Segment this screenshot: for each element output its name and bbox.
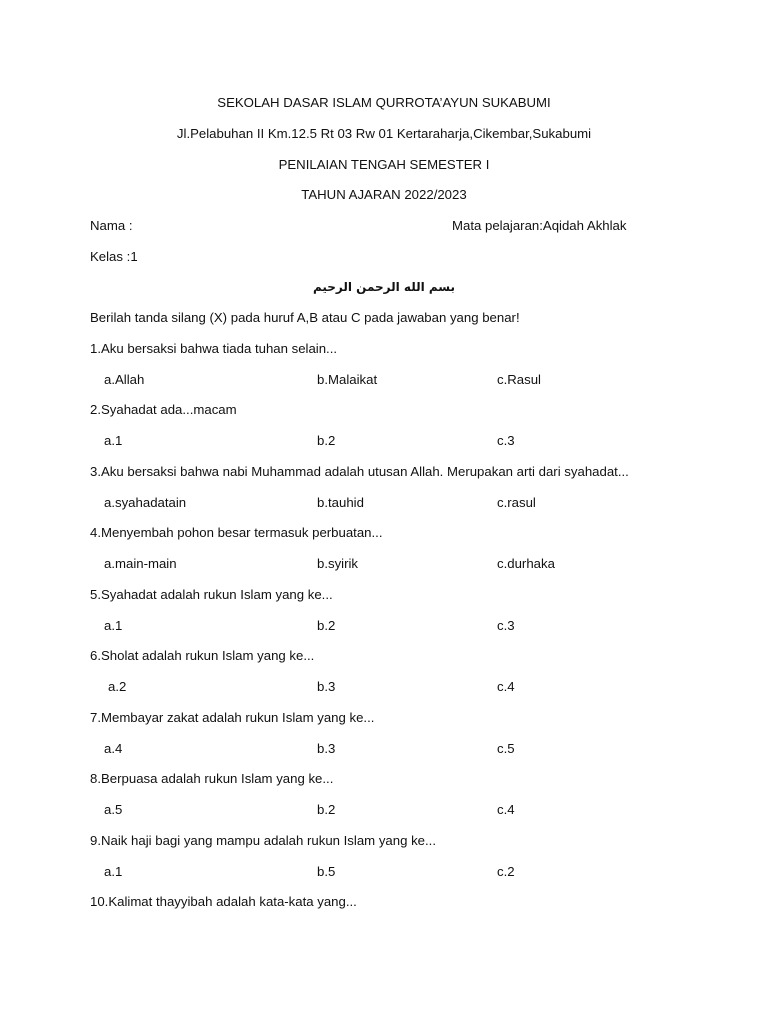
question-4: 4.Menyembah pohon besar termasuk perbuatan... [90,525,383,540]
question-10: 10.Kalimat thayyibah adalah kata-kata yang... [90,894,357,909]
q5-option-a: a.1 [104,618,123,633]
q1-option-b: b.Malaikat [317,372,378,387]
student-name-field: Nama : [90,218,133,233]
q6-option-c: c.4 [497,679,515,694]
question-7: 7.Membayar zakat adalah rukun Islam yang ke... [90,710,375,725]
q3-option-c: c.rasul [497,495,536,510]
q9-option-a: a.1 [104,864,123,879]
q5-option-c: c.3 [497,618,515,633]
q7-option-a: a.4 [104,741,123,756]
q9-option-b: b.5 [317,864,336,879]
q7-option-b: b.3 [317,741,336,756]
q1-option-c: c.Rasul [497,372,541,387]
q8-option-b: b.2 [317,802,336,817]
question-3: 3.Aku bersaksi bahwa nabi Muhammad adalah utusan Allah. Merupakan arti dari syahadat... [90,464,629,479]
q1-option-a: a.Allah [104,372,145,387]
instruction: Berilah tanda silang (X) pada huruf A,B atau C pada jawaban yang benar! [90,310,520,325]
exam-title: PENILAIAN TENGAH SEMESTER I [278,157,490,172]
q9-option-c: c.2 [497,864,515,879]
q5-option-b: b.2 [317,618,336,633]
q3-option-a: a.syahadatain [104,495,187,510]
q8-option-c: c.4 [497,802,515,817]
q4-option-a: a.main-main [104,556,177,571]
q4-option-b: b.syirik [317,556,359,571]
q7-option-c: c.5 [497,741,515,756]
q3-option-b: b.tauhid [317,495,364,510]
question-2: 2.Syahadat ada...macam [90,402,237,417]
q2-option-c: c.3 [497,433,515,448]
question-9: 9.Naik haji bagi yang mampu adalah rukun Islam yang ke... [90,833,436,848]
basmalah: بسم الله الرحمن الرحيم [312,280,456,294]
school-name: SEKOLAH DASAR ISLAM QURROTA’AYUN SUKABUMI [217,95,551,110]
q6-option-a: a.2 [108,679,127,694]
q6-option-b: b.3 [317,679,336,694]
question-5: 5.Syahadat adalah rukun Islam yang ke... [90,587,333,602]
q4-option-c: c.durhaka [497,556,555,571]
question-6: 6.Sholat adalah rukun Islam yang ke... [90,648,315,663]
q8-option-a: a.5 [104,802,123,817]
q2-option-a: a.1 [104,433,123,448]
academic-year: TAHUN AJARAN 2022/2023 [301,187,467,202]
q2-option-b: b.2 [317,433,336,448]
class-field: Kelas :1 [90,249,138,264]
school-address: Jl.Pelabuhan II Km.12.5 Rt 03 Rw 01 Kertaraharja,Cikembar,Sukabumi [176,126,592,141]
question-8: 8.Berpuasa adalah rukun Islam yang ke... [90,771,334,786]
question-1: 1.Aku bersaksi bahwa tiada tuhan selain... [90,341,338,356]
subject-field: Mata pelajaran:Aqidah Akhlak [452,218,627,233]
